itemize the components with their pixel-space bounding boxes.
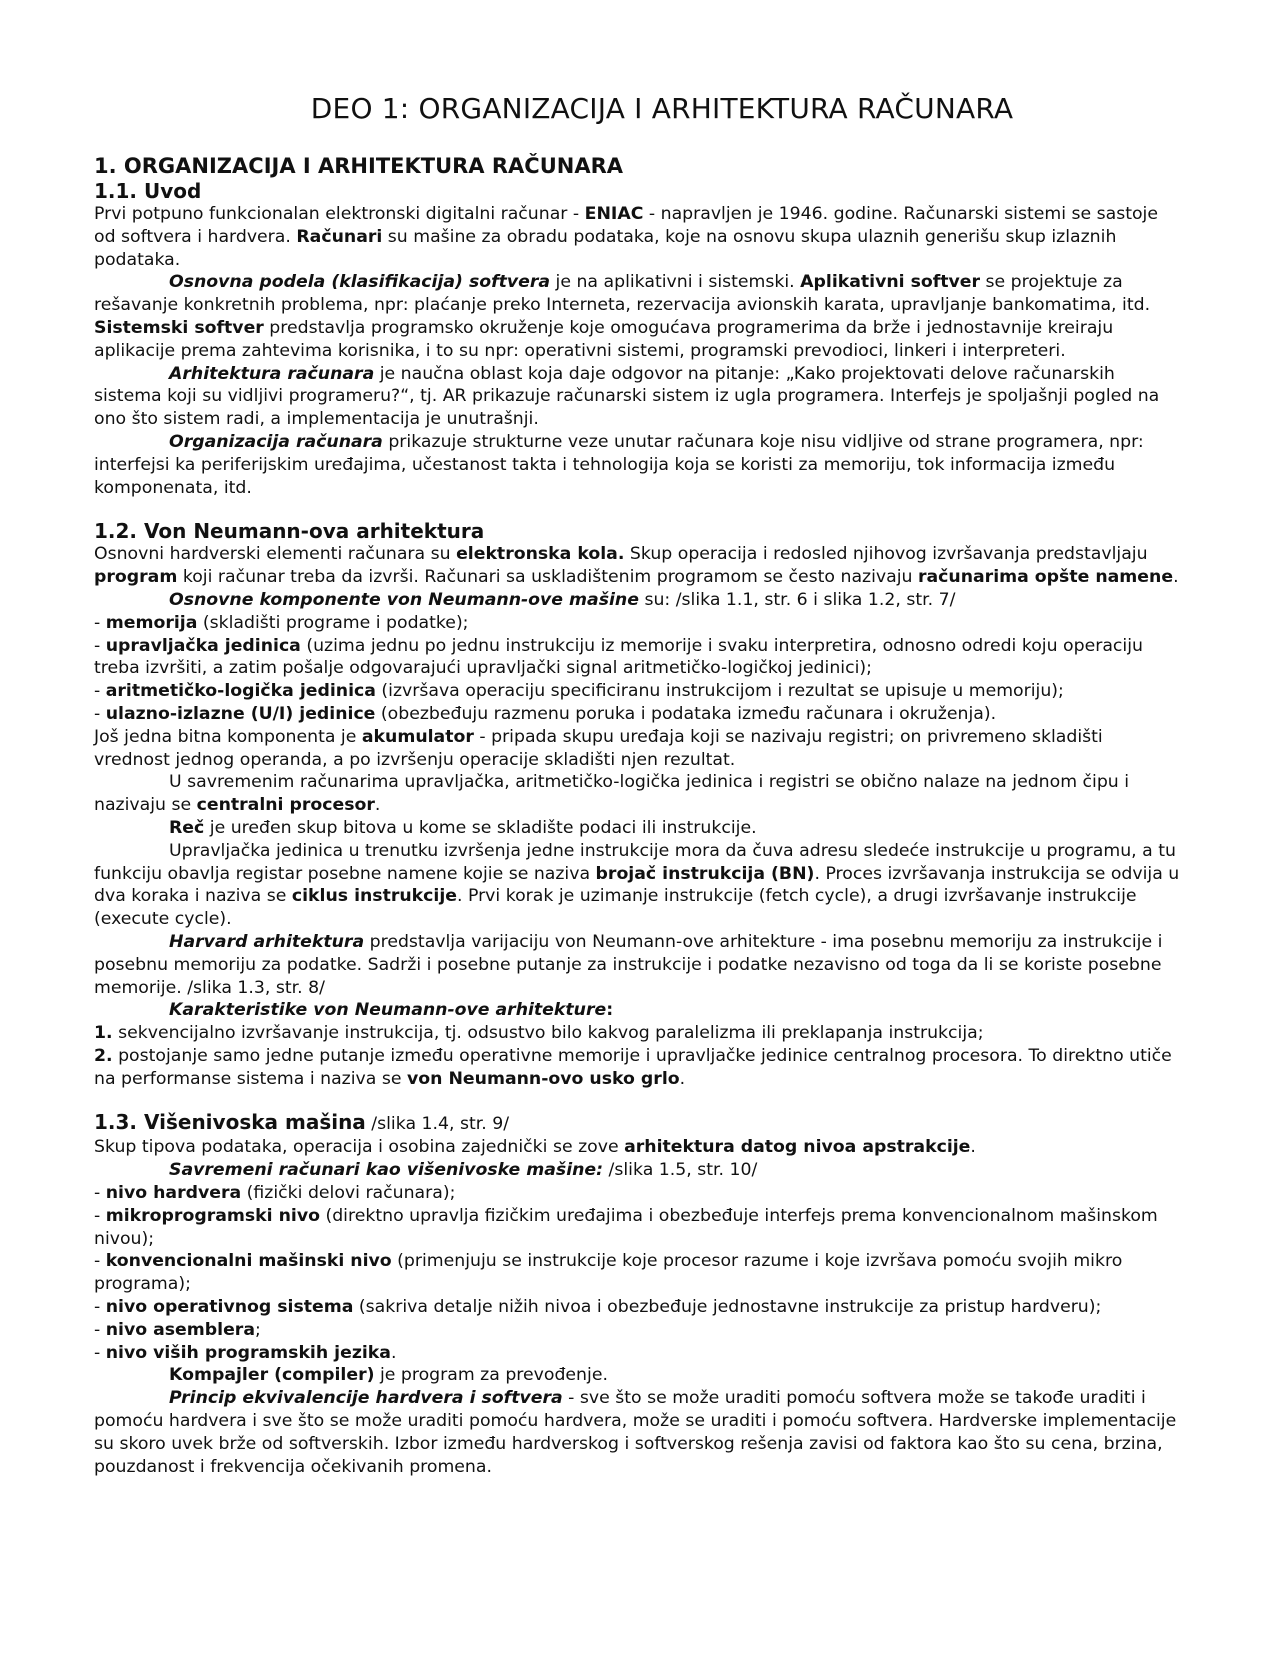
list-item-high-level-languages: - nivo viših programskih jezika.	[94, 1342, 397, 1363]
subsection-heading-1-1: 1.1. Uvod	[94, 179, 202, 203]
paragraph-computer-architecture: Arhitektura računara je naučna oblast koja daje odgovor na pitanje: „Kako projektovati delove računarskih sistema koji su vidljivi programeru?“, tj. AR prikazuje računarski sistem iz ugla programera. Interfejs je spoljašnji pogled na ono što sistem radi, a implementacija je unutrašnji.	[94, 363, 1160, 430]
list-item-conventional-machine-level: - konvencionalni mašinski nivo (primenjuju se instrukcije koje procesor razume i koje izvršava pomoću svojih mikro programa);	[94, 1251, 1123, 1295]
subsection-heading-1-3: 1.3. Višenivoska mašina /slika 1.4, str. 9/	[94, 1110, 510, 1135]
list-item-os-level: - nivo operativnog sistema (sakriva detalje nižih nivoa i obezbeđuje jednostavne instrukcije za pristup hardveru);	[94, 1297, 1102, 1318]
paragraph-characteristics-heading: Karakteristike von Neumann-ove arhitekture:	[169, 1000, 614, 1021]
characteristic-item-2: 2. postojanje samo jedne putanje između operativne memorije i upravljačke jedinice centralnog procesora. To direktno utiče na performanse sistema i naziva se von Neumann-ovo usko grlo.	[94, 1045, 1172, 1089]
paragraph-compiler: Kompajler (compiler) je program za prevođenje.	[169, 1365, 608, 1386]
paragraph-cpu: U savremenim računarima upravljačka, aritmetičko-logička jedinica i registri se obično nalaze na jednom čipu i nazivaju se centralni procesor.	[94, 772, 1130, 816]
paragraph-hardware-elements: Osnovni hardverski elementi računara su elektronska kola. Skup operacija i redosled njihovog izvršavanja predstavljaju program koji računar treba da izvrši. Računari sa uskladištenim programom se često nazivaju računarima opšte namene.	[94, 544, 1179, 588]
paragraph-software-classification: Osnovna podela (klasifikacija) softvera je na aplikativni i sistemski. Aplikativni softver se projektuje za rešavanje konkretnih problema, npr: plaćanje preko Interneta, rezervacija avionskih karata, upravljanje bankomatima, itd. Sistemski softver predstavlja programsko okruženje koje omogućava programerima da brže i jednostavnije kreiraju aplikacije prema zahtevima korisnika, i to su npr: operativni sistemi, programski prevodioci, linkeri i interpreteri.	[94, 272, 1151, 361]
paragraph-computer-organization: Organizacija računara prikazuje strukturne veze unutar računara koje nisu vidljive od strane programera, npr: interfejsi ka periferijskim uređajima, učestanost takta i tehnologija koja se koristi za memoriju, tok informacija između komponenata, itd.	[94, 431, 1144, 498]
list-item-microprogram-level: - mikroprogramski nivo (direktno upravlja fizičkim uređajima i obezbeđuje interfejs prema konvencionalnom mašinskom nivou);	[94, 1205, 1158, 1249]
section-heading-1: 1. ORGANIZACIJA I ARHITEKTURA RAČUNARA	[94, 154, 624, 178]
subsection-heading-1-2: 1.2. Von Neumann-ova arhitektura	[94, 519, 485, 544]
paragraph-harvard-architecture: Harvard arhitektura predstavlja varijaciju von Neumann-ove arhitekture - ima posebnu memoriju za instrukcije i posebnu memoriju za podatke. Sadrži i posebne putanje za instrukcije i podatke nezavisno od toga da li se koriste posebne memorije. /slika 1.3, str. 8/	[94, 931, 1163, 998]
paragraph-von-neumann-components: Osnovne komponente von Neumann-ove mašine su: /slika 1.1, str. 6 i slika 1.2, str. 7/	[169, 589, 956, 610]
paragraph-instruction-cycle: Upravljačka jedinica u trenutku izvršenja jedne instrukcije mora da čuva adresu sledeće instrukcije u programu, a tu funkciju obavlja registar posebne namene kojie se naziva brojač instrukcija (BN). Proces izvršavanja instrukcija se odvija u dva koraka i naziva se ciklus instrukcije. Prvi korak je uzimanje instrukcije (fetch cycle), a drugi izvršavanje instrukcije (execute cycle).	[94, 840, 1180, 930]
document-title: DEO 1: ORGANIZACIJA I ARHITEKTURA RAČUNARA	[310, 92, 1014, 125]
list-item-control-unit: - upravljačka jedinica (uzima jednu po jednu instrukciju iz memorije i svaku interpretira, odnosno odredi koju operaciju treba izvršiti, a zatim pošalje odgovarajući upravljački signal aritmetičko-logičkoj jedinici);	[94, 635, 1143, 679]
paragraph-abstraction-level: Skup tipova podataka, operacija i osobina zajednički se zove arhitektura datog nivoa apstrakcije.	[94, 1137, 976, 1158]
list-item-memory: - memorija (skladišti programe i podatke);	[94, 612, 469, 633]
paragraph-equivalence-principle: Princip ekvivalencije hardvera i softvera - sve što se može uraditi pomoću softvera može se takođe uraditi i pomoću hardvera i sve što se može uraditi pomoću hardvera, može se uraditi i pomoću softvera. Hardverske implementacije su skoro uvek brže od softverskih. Izbor između hardverskog i softverskog rešenja zavisi od faktora kao što su cena, brzina, pouzdanost i frekvencija očekivanih promena.	[94, 1388, 1177, 1477]
paragraph-multilevel-machines: Savremeni računari kao višenivoske mašine: /slika 1.5, str. 10/	[169, 1160, 758, 1181]
characteristic-item-1: 1. sekvencijalno izvršavanje instrukcija, tj. odsustvo bilo kakvog paralelizma ili preklapanja instrukcija;	[94, 1023, 984, 1044]
document-page	[94, 92, 1184, 1478]
paragraph-word: Reč je uređen skup bitova u kome se skladište podaci ili instrukcije.	[169, 817, 757, 838]
paragraph-accumulator: Još jedna bitna komponenta je akumulator - pripada skupu uređaja koji se nazivaju registri; on privremeno skladišti vrednost jednog operanda, a po izvršenju operacije skladišti njen rezultat.	[94, 726, 1103, 770]
paragraph-intro: Prvi potpuno funkcionalan elektronski digitalni računar - ENIAC - napravljen je 1946. godine. Računarski sistemi se sastoje od softvera i hardvera. Računari su mašine za obradu podataka, koje na osnovu skupa ulaznih generišu skup izlaznih podataka.	[94, 204, 1158, 270]
list-item-assembler-level: - nivo asemblera;	[94, 1319, 261, 1340]
list-item-io-units: - ulazno-izlazne (U/I) jedinice (obezbeđuju razmenu poruka i podataka između računara i okruženja).	[94, 703, 997, 724]
list-item-alu: - aritmetičko-logička jedinica (izvršava operaciju specificiranu instrukcijom i rezultat se upisuje u memoriju);	[94, 681, 1064, 702]
list-item-hardware-level: - nivo hardvera (fizički delovi računara);	[94, 1183, 456, 1204]
